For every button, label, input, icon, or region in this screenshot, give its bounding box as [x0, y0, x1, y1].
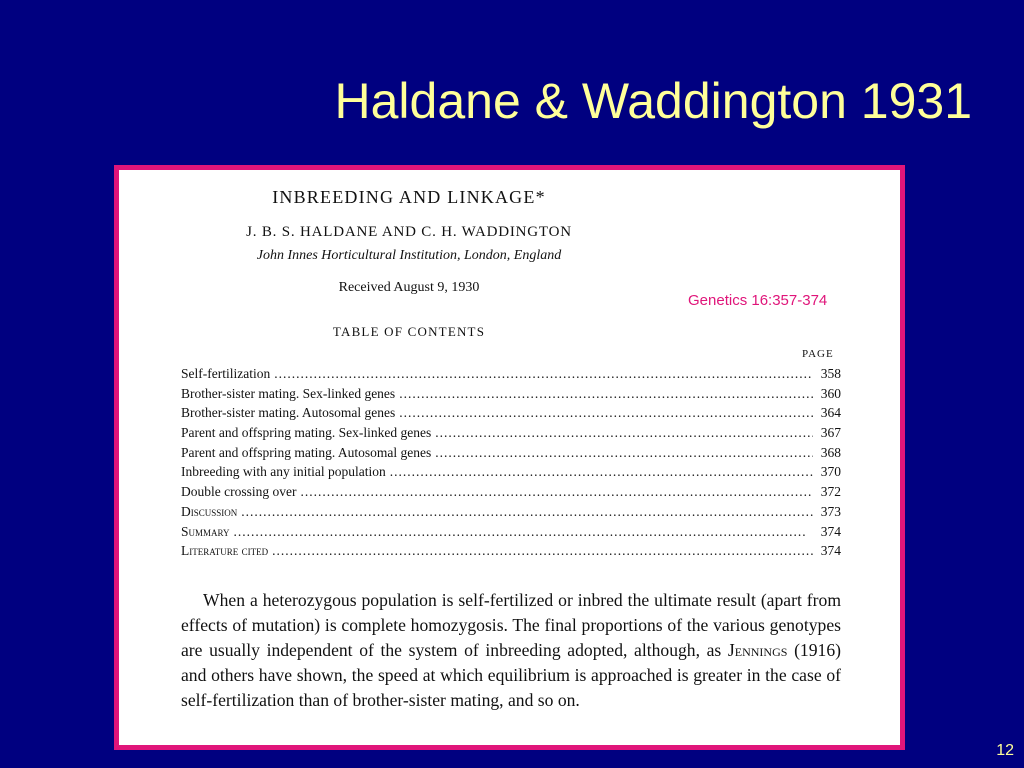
toc-page: 374	[820, 523, 841, 539]
paragraph-text: When a heterozygous population is self-fertilized or inbred the ultimate result (apart from effects of mutation) is complete homozygosis. The final proportions of the various genotypes are usually independent of the system of inbreeding adopted, although, as	[181, 590, 841, 660]
toc-heading: TABLE OF CONTENTS	[332, 324, 486, 339]
document-image-frame	[114, 165, 905, 750]
toc-row	[181, 484, 841, 504]
toc-page: 370	[820, 464, 841, 480]
article-affiliation: John Innes Horticultural Institution, London, England	[256, 248, 562, 263]
toc-label: Brother-sister mating. Sex-linked genes	[181, 385, 396, 401]
toc-leader	[274, 366, 813, 382]
toc-page: 368	[820, 444, 841, 460]
toc-row	[181, 543, 841, 563]
toc-page: 374	[820, 543, 841, 559]
toc-page: 364	[820, 405, 841, 421]
toc-label: Brother-sister mating. Autosomal genes	[181, 405, 396, 421]
toc-leader	[234, 524, 813, 540]
toc-leader	[272, 543, 813, 559]
toc-label: Summary	[181, 523, 230, 539]
received-date: Received August 9, 1930	[338, 280, 480, 295]
toc-page: 367	[820, 425, 841, 441]
toc-leader	[435, 425, 813, 441]
citation-note: Genetics 16:357-374	[688, 292, 828, 309]
table-of-contents	[181, 366, 841, 563]
toc-row	[181, 504, 841, 524]
toc-label: Parent and offspring mating. Sex-linked genes	[181, 425, 432, 441]
toc-row	[181, 524, 841, 544]
toc-leader	[435, 445, 813, 461]
toc-leader	[300, 484, 813, 500]
cited-author: Jennings	[727, 640, 788, 660]
toc-label: Literature cited	[181, 543, 269, 559]
toc-leader	[399, 405, 813, 421]
toc-page: 373	[820, 503, 841, 519]
slide-title: Haldane & Waddington 1931	[334, 73, 972, 129]
toc-page: 372	[820, 484, 841, 500]
toc-label: Parent and offspring mating. Autosomal genes	[181, 444, 432, 460]
toc-page: 358	[820, 366, 841, 381]
toc-leader	[399, 386, 813, 402]
toc-page: 360	[820, 385, 841, 401]
toc-row	[181, 405, 841, 425]
toc-page-heading: PAGE	[802, 348, 834, 360]
slide-number: 12	[996, 742, 1014, 759]
toc-label: Discussion	[181, 503, 238, 519]
toc-row	[181, 366, 841, 386]
toc-row	[181, 425, 841, 445]
toc-label: Inbreeding with any initial population	[181, 464, 386, 480]
toc-leader	[241, 504, 813, 520]
toc-leader	[390, 464, 813, 480]
article-authors: J. B. S. HALDANE AND C. H. WADDINGTON	[246, 224, 572, 240]
toc-label: Double crossing over	[181, 484, 297, 500]
introduction-paragraph	[181, 588, 841, 713]
paragraph-text: (1916) and others have shown, the speed at which equilibrium is approached is greater in the case of self-fertilization than of brother-sister mating, and so on.	[181, 640, 841, 710]
article-title: INBREEDING AND LINKAGE*	[272, 187, 546, 207]
toc-row	[181, 445, 841, 465]
toc-row	[181, 386, 841, 406]
toc-row	[181, 464, 841, 484]
document-page	[119, 170, 900, 745]
toc-label: Self-fertilization	[181, 366, 271, 381]
